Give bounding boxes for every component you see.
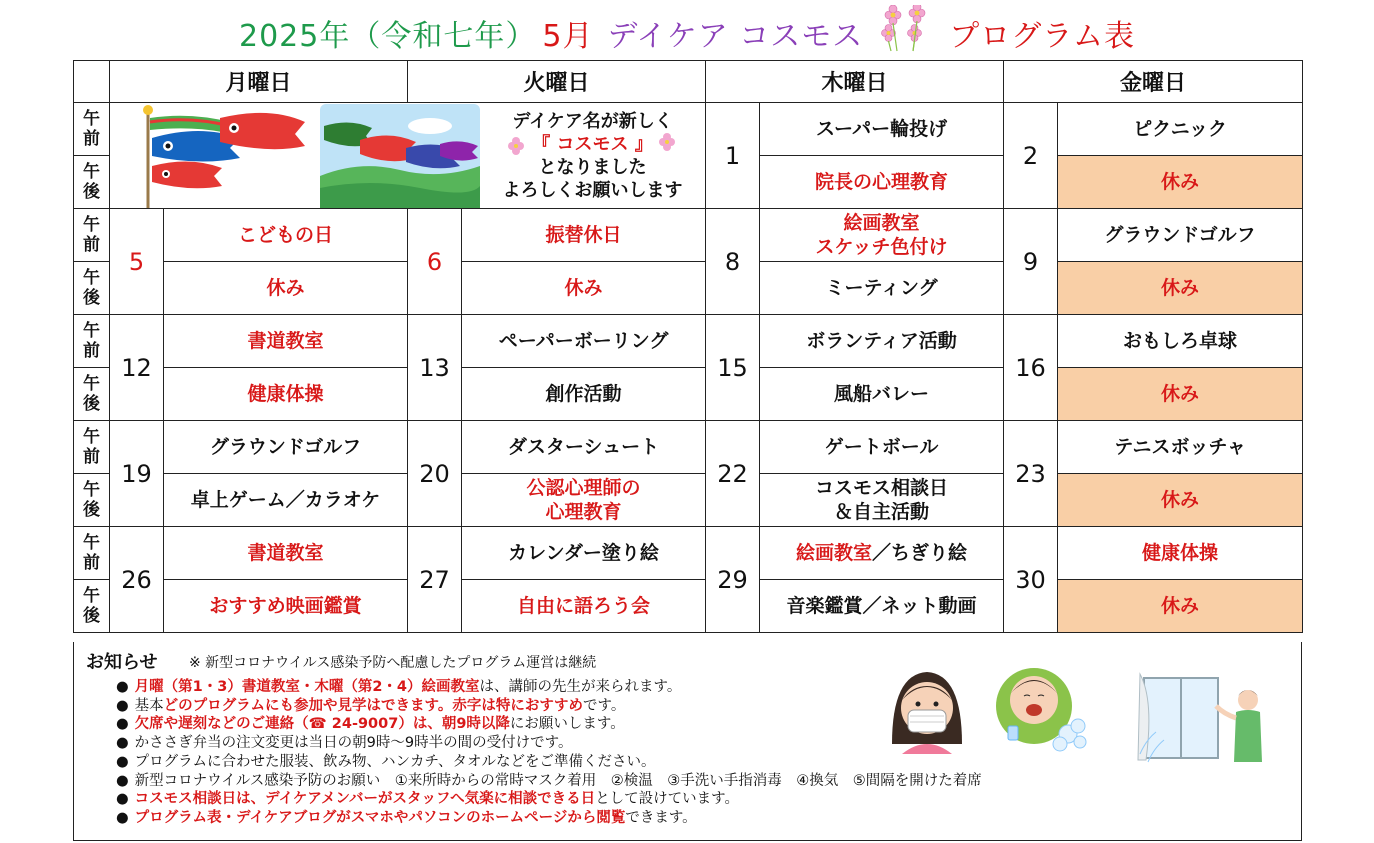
date-cell: 1: [706, 103, 760, 209]
am-event: 振替休日: [462, 209, 706, 262]
notice-item: ● 新型コロナウイルス感染予防のお願い ①来所時からの常時マスク着用 ②検温 ③手洗い手指消毒 ④換気 ⑤間隔を開けた着席: [116, 772, 982, 791]
am-event: 絵画教室 スケッチ色付け: [760, 209, 1004, 262]
date-cell: 26: [110, 527, 164, 633]
pm-event: 健康体操: [164, 368, 408, 421]
notice-item: ● 基本どのプログラムにも参加や見学はできます。赤字は特におすすめです。: [116, 697, 982, 716]
cosmos-right-icon: [653, 132, 683, 162]
date-cell: 27: [408, 527, 462, 633]
pm-label: 午 後: [74, 580, 110, 633]
am-event: カレンダー塗り絵: [462, 527, 706, 580]
date-cell: 29: [706, 527, 760, 633]
date-cell: 12: [110, 315, 164, 421]
pm-event: おすすめ映画鑑賞: [164, 580, 408, 633]
am-event: ボランティア活動: [760, 315, 1004, 368]
koinobori-scenery-illustration: [320, 104, 480, 208]
title-year: 2025年（令和七年）: [239, 19, 537, 54]
notice-item: ● 月曜（第1・3）書道教室・木曜（第2・4）絵画教室は、講師の先生が来られます。: [116, 678, 982, 697]
date-cell: 15: [706, 315, 760, 421]
date-cell: 6: [408, 209, 462, 315]
am-event: 書道教室: [164, 527, 408, 580]
title-daycare: デイケア コスモス: [607, 19, 864, 54]
title-month: 5月: [542, 19, 594, 54]
header-tuesday: 火曜日: [408, 61, 706, 103]
am-event: 健康体操: [1058, 527, 1303, 580]
pm-label: 午 後: [74, 262, 110, 315]
header-thursday: 木曜日: [706, 61, 1004, 103]
pm-event: 音楽鑑賞／ネット動画: [760, 580, 1004, 633]
notice-subtext: ※ 新型コロナウイルス感染予防へ配慮したプログラム運営は継続: [189, 655, 597, 671]
intro-banner: [110, 103, 706, 209]
pm-event: 創作活動: [462, 368, 706, 421]
notice-item: ● 欠席や遅刻などのご連絡（☎ 24-9007）は、朝9時以降にお願いします。: [116, 715, 982, 734]
pm-event-off: 休み: [1058, 262, 1303, 315]
pm-event-off: 休み: [1058, 368, 1303, 421]
intro-message: デイケア名が新しく 『 コスモス 』 となりました よろしくお願いします: [502, 110, 683, 201]
pm-event: 院長の心理教育: [760, 156, 1004, 209]
am-label: 午 前: [74, 103, 110, 156]
am-label: 午 前: [74, 421, 110, 474]
date-cell: 16: [1004, 315, 1058, 421]
notice-item: ● かささぎ弁当の注文変更は当日の朝9時～9時半の間の受付けです。: [116, 734, 982, 753]
pm-event-off: 休み: [1058, 580, 1303, 633]
handwash-illustration: [994, 660, 1094, 760]
notice-item: ● コスモス相談日は、デイケアメンバーがスタッフへ気楽に相談できる日として設けています。: [116, 790, 982, 809]
notice-item: ● プログラム表・デイケアブログがスマホやパソコンのホームページから閲覧できます。: [116, 809, 982, 828]
ventilation-illustration: [1136, 670, 1276, 770]
date-cell: 22: [706, 421, 760, 527]
title-program: プログラム表: [949, 19, 1135, 54]
pm-label: 午 後: [74, 368, 110, 421]
am-label: 午 前: [74, 527, 110, 580]
am-label: 午 前: [74, 209, 110, 262]
am-event: テニスボッチャ: [1058, 421, 1303, 474]
am-event: 書道教室: [164, 315, 408, 368]
corner-cell: [74, 61, 110, 103]
koinobori-illustration: [130, 104, 320, 208]
am-event: ダスターシュート: [462, 421, 706, 474]
date-cell: 5: [110, 209, 164, 315]
am-event: スーパー輪投げ: [760, 103, 1004, 156]
pm-event: 公認心理師の 心理教育: [462, 474, 706, 527]
notice-item: ● プログラムに合わせた服装、飲み物、ハンカチ、タオルなどをご準備ください。: [116, 753, 982, 772]
pm-event-off: 休み: [1058, 474, 1303, 527]
cosmos-left-icon: [502, 136, 532, 166]
header-monday: 月曜日: [110, 61, 408, 103]
cosmos-flower-icon: [877, 5, 933, 61]
date-cell: 2: [1004, 103, 1058, 209]
pm-event: ミーティング: [760, 262, 1004, 315]
notice-list: [116, 678, 982, 828]
pm-event: 休み: [462, 262, 706, 315]
date-cell: 8: [706, 209, 760, 315]
mask-person-illustration: [882, 664, 972, 754]
notice-section: [73, 642, 1302, 841]
am-event: おもしろ卓球: [1058, 315, 1303, 368]
am-event: こどもの日: [164, 209, 408, 262]
date-cell: 20: [408, 421, 462, 527]
am-event: グラウンドゴルフ: [1058, 209, 1303, 262]
date-cell: 13: [408, 315, 462, 421]
am-event: ゲートボール: [760, 421, 1004, 474]
date-cell: 9: [1004, 209, 1058, 315]
date-cell: 19: [110, 421, 164, 527]
am-label: 午 前: [74, 315, 110, 368]
pm-event: 自由に語ろう会: [462, 580, 706, 633]
page-title: [0, 8, 1374, 58]
date-cell: 30: [1004, 527, 1058, 633]
am-event: グラウンドゴルフ: [164, 421, 408, 474]
am-event: ペーパーボーリング: [462, 315, 706, 368]
pm-event-off: 休み: [1058, 156, 1303, 209]
date-cell: 23: [1004, 421, 1058, 527]
pm-event: 卓上ゲーム／カラオケ: [164, 474, 408, 527]
header-friday: 金曜日: [1004, 61, 1303, 103]
am-event: 絵画教室／ちぎり絵: [760, 527, 1004, 580]
notice-heading: お知らせ: [86, 652, 158, 673]
pm-event: 風船バレー: [760, 368, 1004, 421]
pm-event: 休み: [164, 262, 408, 315]
am-event: ピクニック: [1058, 103, 1303, 156]
pm-label: 午 後: [74, 156, 110, 209]
pm-label: 午 後: [74, 474, 110, 527]
pm-event: コスモス相談日 ＆自主活動: [760, 474, 1004, 527]
program-calendar: [73, 60, 1303, 633]
